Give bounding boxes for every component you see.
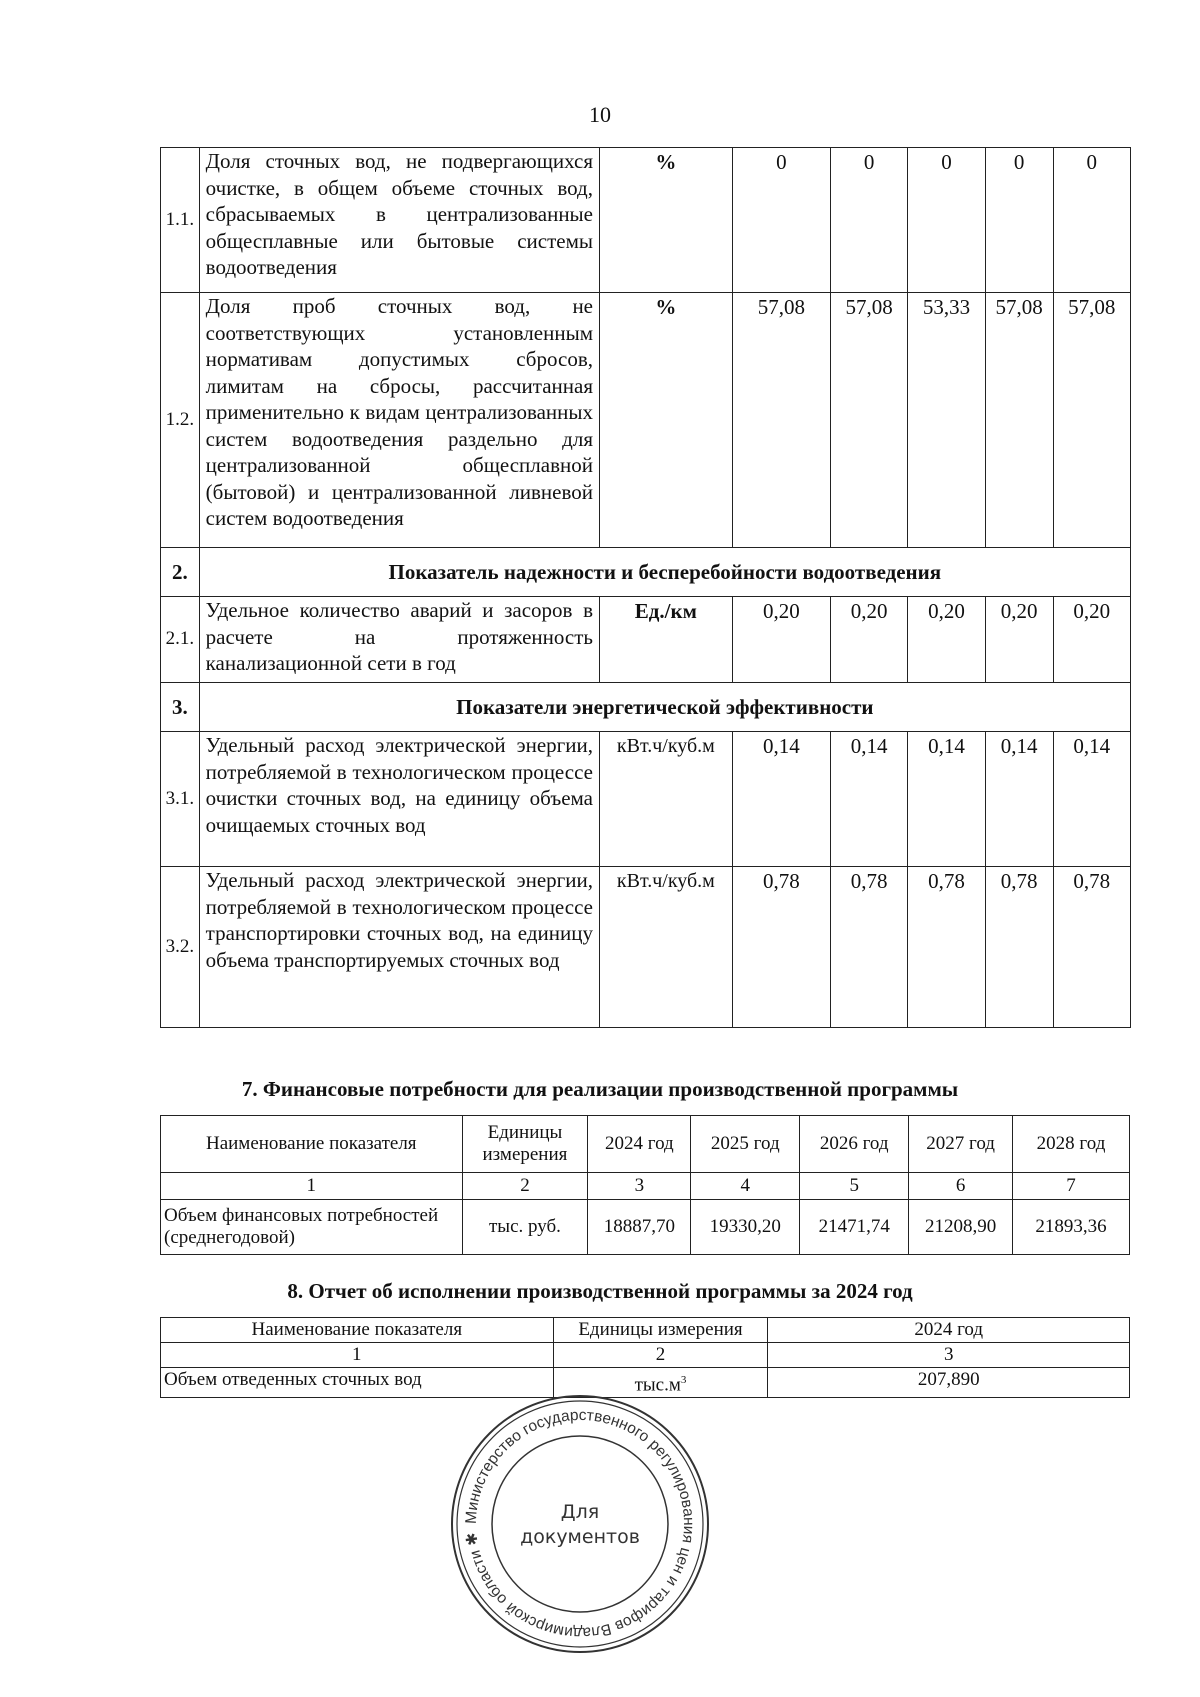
indicator-unit: кВт.ч/куб.м (600, 732, 733, 867)
value-cell: 57,08 (985, 293, 1053, 548)
financial-table (160, 1115, 1130, 1255)
value-cell: 57,08 (732, 293, 830, 548)
stamp-center-text: Для (560, 1501, 600, 1523)
column-number: 2 (462, 1173, 588, 1200)
column-number: 3 (768, 1343, 1130, 1368)
column-header: 2026 год (800, 1116, 909, 1173)
value-cell: 0,78 (908, 867, 985, 1028)
table-row (161, 148, 1131, 293)
column-number: 7 (1013, 1173, 1130, 1200)
row-number: 1.1. (161, 148, 200, 293)
indicator-name: Объем финансовых потребностей (среднегодовой) (161, 1200, 463, 1255)
column-number: 3 (588, 1173, 691, 1200)
indicators-table (160, 147, 1131, 1028)
value-cell: 0 (908, 148, 985, 293)
official-stamp (449, 1393, 711, 1655)
stamp-inner-ring (492, 1436, 668, 1612)
value-cell: 0,14 (732, 732, 830, 867)
value-cell: 0,20 (1053, 597, 1130, 683)
value-cell: 0,78 (830, 867, 907, 1028)
value-cell: 18887,70 (588, 1200, 691, 1255)
column-header: Наименование показателя (161, 1116, 463, 1173)
indicator-name: Объем отведенных сточных вод (161, 1368, 554, 1398)
value-cell: 0,20 (985, 597, 1053, 683)
column-number: 2 (553, 1343, 768, 1368)
value-cell: 207,890 (768, 1368, 1130, 1398)
section-number: 3. (161, 683, 200, 732)
column-number: 6 (909, 1173, 1013, 1200)
value-cell: 0,14 (908, 732, 985, 867)
indicator-unit: тыс. руб. (462, 1200, 588, 1255)
table-header-row (161, 1116, 1130, 1173)
table-row (161, 867, 1131, 1028)
column-number: 1 (161, 1173, 463, 1200)
value-cell: 0 (1053, 148, 1130, 293)
unit-text: тыс.м (634, 1374, 681, 1396)
indicator-unit: % (600, 293, 733, 548)
row-number: 2.1. (161, 597, 200, 683)
table-row (161, 597, 1131, 683)
column-header: 2025 год (691, 1116, 800, 1173)
page-number: 10 (589, 102, 611, 127)
stamp-ring-text: Министерство государственного регулирования цен и тарифов Владимирской области ✱ (462, 1406, 698, 1642)
column-header: 2027 год (909, 1116, 1013, 1173)
section-title: Показатели энергетической эффективности (199, 683, 1130, 732)
stamp-center-text: документов (520, 1526, 640, 1548)
column-header: 2024 год (768, 1318, 1130, 1343)
stamp-outer-ring-inner (457, 1401, 703, 1647)
indicator-unit: % (600, 148, 733, 293)
value-cell: 57,08 (1053, 293, 1130, 548)
value-cell: 57,08 (830, 293, 907, 548)
column-header: 2028 год (1013, 1116, 1130, 1173)
row-number: 3.1. (161, 732, 200, 867)
table-row (161, 1200, 1130, 1255)
column-header: 2024 год (588, 1116, 691, 1173)
row-number: 3.2. (161, 867, 200, 1028)
unit-superscript: 3 (680, 1374, 687, 1386)
value-cell: 53,33 (908, 293, 985, 548)
value-cell: 0,20 (830, 597, 907, 683)
value-cell: 0,78 (985, 867, 1053, 1028)
value-cell: 0 (732, 148, 830, 293)
financial-heading: 7. Финансовые потребности для реализации производственной программы (241, 1077, 959, 1101)
indicator-name: Доля сточных вод, не подвергающихся очистке, в общем объеме сточных вод, сбрасываемых в централизованные общесплавные или бытовые системы водоотведения (199, 148, 599, 293)
indicator-unit: кВт.ч/куб.м (600, 867, 733, 1028)
section-number: 2. (161, 548, 200, 597)
value-cell: 0,20 (732, 597, 830, 683)
indicator-name: Доля проб сточных вод, не соответствующих установленным нормативам допустимых сбросов, лимитам на сбросы, рассчитанная применительно к видам централизованных систем водоотведения раздельно для централизованной общесплавной (бытовой) и централизованной ливневой систем водоотведения (199, 293, 599, 548)
indicator-unit: Ед./км (600, 597, 733, 683)
table-row (161, 293, 1131, 548)
value-cell: 0,14 (985, 732, 1053, 867)
column-number-row (161, 1343, 1130, 1368)
indicator-name: Удельный расход электрической энергии, потребляемой в технологическом процессе очистки сточных вод, на единицу объема очищаемых сточных вод (199, 732, 599, 867)
value-cell: 0,14 (1053, 732, 1130, 867)
value-cell: 21471,74 (800, 1200, 909, 1255)
stamp-outer-ring (452, 1396, 708, 1652)
section-row (161, 683, 1131, 732)
table-row (161, 732, 1131, 867)
section-title: Показатель надежности и бесперебойности водоотведения (199, 548, 1130, 597)
value-cell: 0,78 (1053, 867, 1130, 1028)
value-cell: 0,78 (732, 867, 830, 1028)
value-cell: 0 (830, 148, 907, 293)
value-cell: 21893,36 (1013, 1200, 1130, 1255)
value-cell: 0,20 (908, 597, 985, 683)
indicator-name: Удельный расход электрической энергии, потребляемой в технологическом процессе транспортировки сточных вод, на единицу объема транспортируемых сточных вод (199, 867, 599, 1028)
value-cell: 0,14 (830, 732, 907, 867)
value-cell: 19330,20 (691, 1200, 800, 1255)
report-heading: 8. Отчет об исполнении производственной программы за 2024 год (287, 1279, 913, 1303)
column-number: 4 (691, 1173, 800, 1200)
report-table (160, 1317, 1130, 1398)
value-cell: 0 (985, 148, 1053, 293)
indicator-name: Удельное количество аварий и засоров в расчете на протяженность канализационной сети в год (199, 597, 599, 683)
section-row (161, 548, 1131, 597)
value-cell: 21208,90 (909, 1200, 1013, 1255)
row-number: 1.2. (161, 293, 200, 548)
column-number: 1 (161, 1343, 554, 1368)
column-header: Наименование показателя (161, 1318, 554, 1343)
column-header: Единицы измерения (553, 1318, 768, 1343)
table-header-row (161, 1318, 1130, 1343)
column-number: 5 (800, 1173, 909, 1200)
column-header: Единицы измерения (462, 1116, 588, 1173)
column-number-row (161, 1173, 1130, 1200)
